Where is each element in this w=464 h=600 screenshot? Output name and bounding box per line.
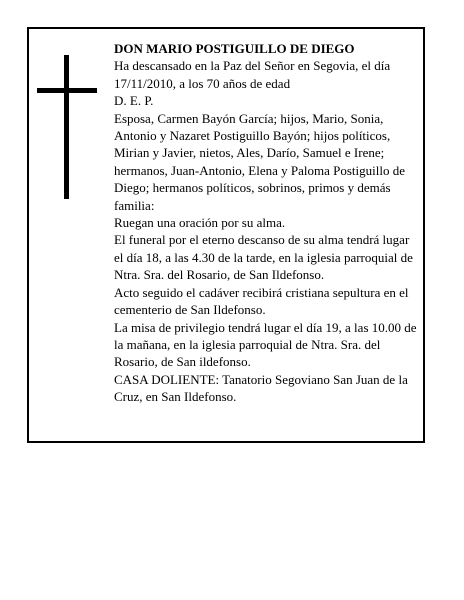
funeral-home: CASA DOLIENTE: Tanatorio Segoviano San Juan de la Cruz, en San Ildefonso. bbox=[114, 371, 408, 405]
prayer-request: Ruegan una oración por su alma. bbox=[114, 215, 286, 231]
funeral-details: El funeral por el eterno descanso de su alma tendrá lugar el día 18, a las 4.30 de la tarde, en la iglesia parroquial de Ntra. Sra. del Rosario, de San Ildefonso. bbox=[114, 232, 413, 283]
family-list: Esposa, Carmen Bayón García; hijos, Mario, Sonia, Antonio y Nazaret Postiguillo Bayón; hijos políticos, Mirian y Javier, nietos, Ales, Darío, Samuel e Irene; hermanos, Juan-Antonio, Elena y Paloma Postiguillo de Diego; hermanos políticos, sobrinos, primos y demás familia: bbox=[114, 110, 406, 213]
cross-horizontal-bar bbox=[37, 88, 97, 93]
deceased-name: DON MARIO POSTIGUILLO DE DIEGO bbox=[114, 41, 355, 56]
rip-abbreviation: D. E. P. bbox=[114, 93, 154, 109]
notice-text bbox=[114, 40, 420, 406]
mass-details: La misa de privilegio tendrá lugar el día 19, a las 10.00 de la mañana, en la iglesia parroquial de Ntra. Sra. del Rosario, de San ildefonso. bbox=[114, 319, 417, 370]
obituary-notice bbox=[27, 27, 425, 443]
death-announcement: Ha descansado en la Paz del Señor en Segovia, el día 17/11/2010, a los 70 años de edad bbox=[114, 58, 391, 91]
burial-details: Acto seguido el cadáver recibirá cristiana sepultura en el cementerio de San Ildefonso. bbox=[114, 284, 409, 318]
cross-vertical-bar bbox=[64, 55, 69, 199]
cross-icon bbox=[37, 55, 99, 199]
